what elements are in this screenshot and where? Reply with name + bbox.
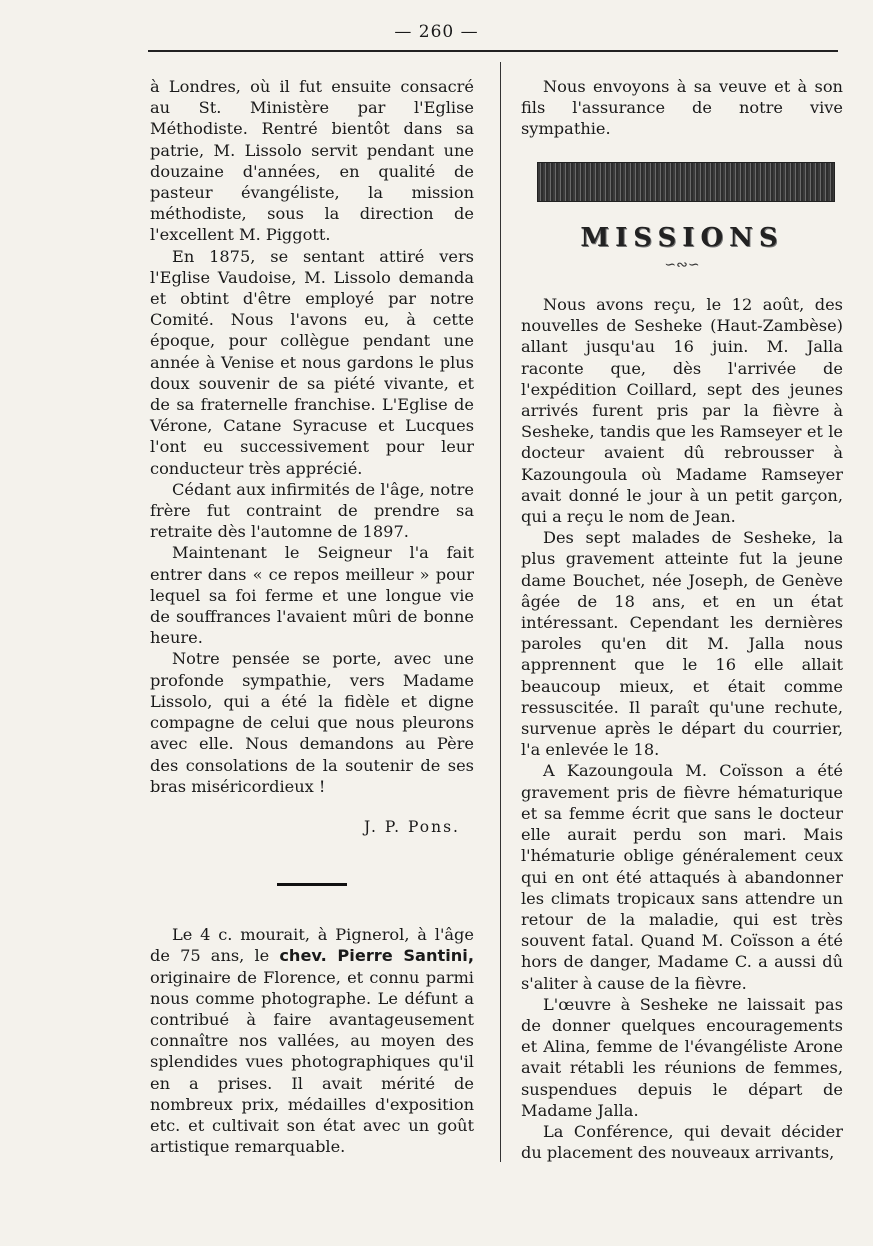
ornament-flourish: ∽∾∽ [664, 256, 700, 273]
page-number: — 260 — [394, 22, 479, 42]
right-column [521, 76, 843, 1163]
left-column [150, 76, 474, 1157]
obituary-paragraph-3: Cédant aux infirmités de l'âge, notre frère fut contraint de prendre sa retraite dès l'automne de 1897. [150, 479, 474, 542]
santini-text-before: Le 4 c. mourait, à Pignerol, à l'âge de 75 ans, le [150, 925, 474, 966]
santini-paragraph [150, 924, 474, 1157]
section-title-missions: MISSIONS [580, 222, 784, 253]
section-separator [277, 883, 347, 886]
obituary-paragraph-1: à Londres, où il fut ensuite consacré au St. Ministère par l'Eglise Méthodiste. Rentré bientôt dans sa patrie, M. Lissolo servit pendant une douzaine d'années, en qualité de pasteur évangéliste, la mission méthodiste, sous la direction de l'excellent M. Piggott. [150, 77, 474, 245]
santini-name: chev. Pierre Santini, [279, 946, 474, 966]
decorative-band [537, 162, 835, 202]
header-rule [148, 50, 838, 52]
santini-text-after: originaire de Florence, et connu parmi nous comme photographe. Le défunt a contribué à faire avantageusement connaître nos vallées, au moyen des splendides vues photographiques qu'il en a prises. Il avait mérité de nombreux prix, médailles d'exposition etc. et cultivait son état avec un goût artistique remarquable. [150, 967, 474, 1157]
obituary-paragraph-4: Maintenant le Seigneur l'a fait entrer dans « ce repos meilleur » pour lequel sa foi ferme et une longue vie de souffrances l'avaient mûri de bonne heure. [150, 543, 474, 648]
missions-paragraph-3: A Kazoungoula M. Coïsson a été gravement pris de fièvre hématurique et sa femme écrit que sans le docteur elle aurait perdu son mari. Mais l'hématurie oblige généralement ceux qui en ont été attaqués à abandonner les climats tropicaux sans attendre un retour de la maladie, qui est très souvent fatal. Quand M. Coïsson a été hors de danger, Madame C. a aussi dû s'aliter à cause de la fièvre. [521, 761, 843, 993]
missions-paragraph-1: Nous avons reçu, le 12 août, des nouvelles de Sesheke (Haut-Zambèse) allant jusqu'au 16 juin. M. Jalla raconte que, dès l'arrivée de l'expédition Coillard, sept des jeunes arrivés furent pris par la fièvre à Sesheke, tandis que les Ramseyer et le docteur avaient dû rebrousser à Kazoungoula où Madame Ramseyer avait donné le jour à un petit garçon, qui a reçu le nom de Jean. [521, 295, 843, 527]
missions-paragraph-4: L'œuvre à Sesheke ne laissait pas de donner quelques encouragements et Alina, femme de l'évangéliste Arone avait rétabli les réunions de femmes, suspendues depuis le départ de Madame Jalla. [521, 994, 843, 1120]
sympathy-paragraph: Nous envoyons à sa veuve et à son fils l'assurance de notre vive sympathie. [521, 77, 843, 139]
missions-paragraph-5: La Conférence, qui devait décider du placement des nouveaux arrivants, [521, 1121, 843, 1163]
obituary-paragraph-5: Notre pensée se porte, avec une profonde sympathie, vers Madame Lissolo, qui a été la fidèle et digne compagne de celui que nous pleurons avec elle. Nous demandons au Père des consolations de la soutenir de ses bras miséricordieux ! [150, 649, 474, 796]
missions-paragraph-2: Des sept malades de Sesheke, la plus gravement atteinte fut la jeune dame Bouchet, née Joseph, de Genève âgée de 18 ans, et en un état intéressant. Cependant les dernières paroles qu'en dit M. Jalla nous apprennent que le 16 elle allait beaucoup mieux, et était comme ressuscitée. Il paraît qu'une rechute, survenue après le départ du courrier, l'a enlevée le 18. [521, 528, 843, 760]
obituary-paragraph-2: En 1875, se sentant attiré vers l'Eglise Vaudoise, M. Lissolo demanda et obtint d'être employé par notre Comité. Nous l'avons eu, à cette époque, pour collègue pendant une année à Venise et nous gardons le plus doux souvenir de sa piété vivante, et de sa fraternelle franchise. L'Eglise de Vérone, Catane Syracuse et Lucques l'ont eu successivement pour leur conducteur très apprécié. [150, 246, 474, 478]
column-divider [500, 62, 501, 1162]
signature: J. P. Pons. [363, 817, 460, 836]
